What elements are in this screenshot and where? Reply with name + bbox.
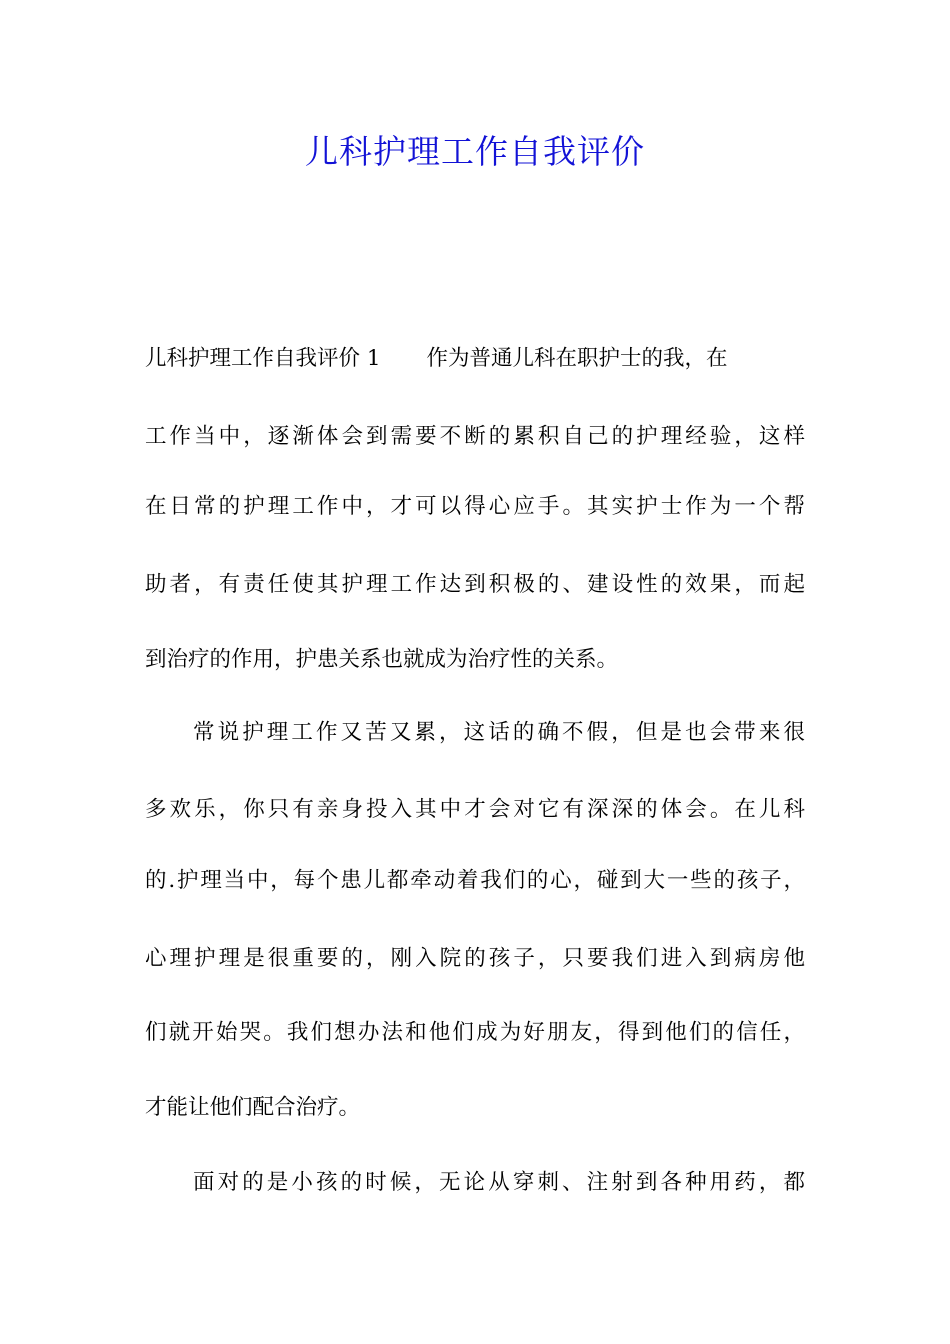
line-text: 作为普通儿科在职护士的我，在 [426,346,728,371]
paragraph-line: 面对的是小孩的时候，无论从穿刺、注射到各种用药，都 [193,1170,805,1195]
paragraph-line: 心理护理是很重要的，刚入院的孩子，只要我们进入到病房他 [145,946,805,971]
paragraph-line: 们就开始哭。我们想办法和他们成为好朋友，得到他们的信任， [145,1020,805,1045]
paragraph-line: 工作当中，逐渐体会到需要不断的累积自己的护理经验，这样 [145,424,805,449]
section-heading: 儿科护理工作自我评价 1 [145,346,381,371]
paragraph-line: 才能让他们配合治疗。 [145,1095,361,1120]
paragraph-line: 常说护理工作又苦又累，这话的确不假，但是也会带来很 [193,720,805,745]
paragraph-line: 到治疗的作用，护患关系也就成为治疗性的关系。 [145,647,619,672]
paragraph-line: 多欢乐，你只有亲身投入其中才会对它有深深的体会。在儿科 [145,797,805,822]
paragraph-line: 在日常的护理工作中，才可以得心应手。其实护士作为一个帮 [145,494,805,519]
page-title: 儿科护理工作自我评价 [305,132,645,171]
paragraph-line: 助者，有责任使其护理工作达到积极的、建设性的效果，而起 [145,572,805,597]
paragraph-line [145,344,805,374]
paragraph-line: 的.护理当中，每个患儿都牵动着我们的心，碰到大一些的孩子， [145,868,805,893]
